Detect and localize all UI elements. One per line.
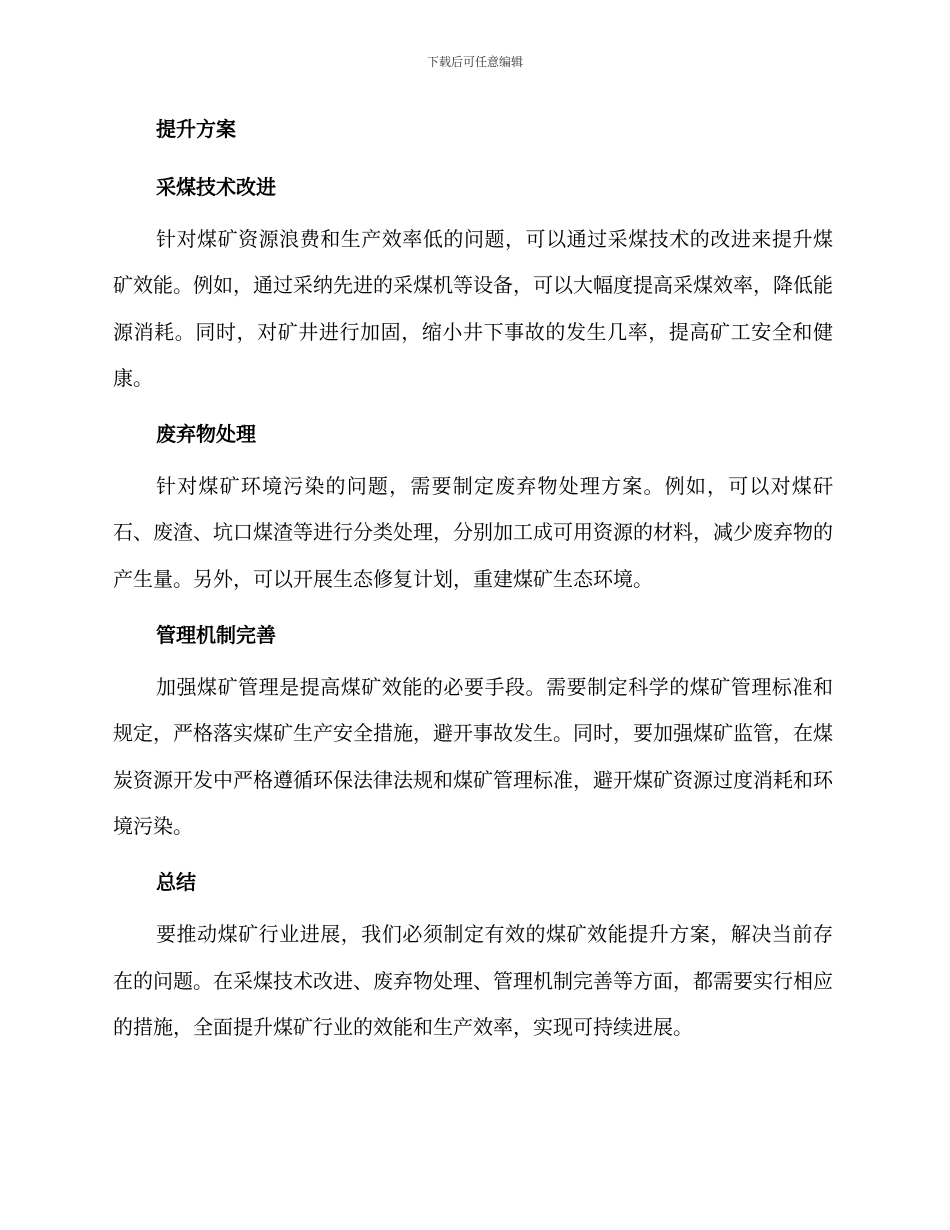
section-heading-waste: 废弃物处理 (156, 422, 256, 447)
section-paragraph-summary: 要推动煤矿行业进展，我们必须制定有效的煤矿效能提升方案，解决当前存在的问题。在采煤技术改进、废弃物处理、管理机制完善等方面，都需要实行相应的措施，全面提升煤矿行业的效能和生产效率，实现可持续进展。 (113, 922, 833, 1039)
page-header: 下载后可任意编辑 (426, 55, 523, 69)
document-title: 提升方案 (156, 117, 236, 141)
section-paragraph-waste: 针对煤矿环境污染的问题，需要制定废弃物处理方案。例如，可以对煤矸石、废渣、坑口煤渣等进行分类处理，分别加工成可用资源的材料，减少废弃物的产生量。另外，可以开展生态修复计划，重建煤矿生态环境。 (113, 474, 833, 591)
section-heading-management: 管理机制完善 (156, 623, 276, 648)
section-paragraph-mining-tech: 针对煤矿资源浪费和生产效率低的问题，可以通过采煤技术的改进来提升煤矿效能。例如，通过采纳先进的采煤机等设备，可以大幅度提高采煤效率，降低能源消耗。同时，对矿井进行加固，缩小井下事故的发生几率，提高矿工安全和健康。 (113, 227, 833, 390)
section-paragraph-management: 加强煤矿管理是提高煤矿效能的必要手段。需要制定科学的煤矿管理标准和规定，严格落实煤矿生产安全措施，避开事故发生。同时，要加强煤矿监管，在煤炭资源开发中严格遵循环保法律法规和煤矿管理标准，避开煤矿资源过度消耗和环境污染。 (113, 675, 833, 838)
document-body (113, 110, 833, 1050)
section-heading-summary: 总结 (156, 870, 196, 895)
section-heading-mining-tech: 采煤技术改进 (156, 175, 276, 199)
